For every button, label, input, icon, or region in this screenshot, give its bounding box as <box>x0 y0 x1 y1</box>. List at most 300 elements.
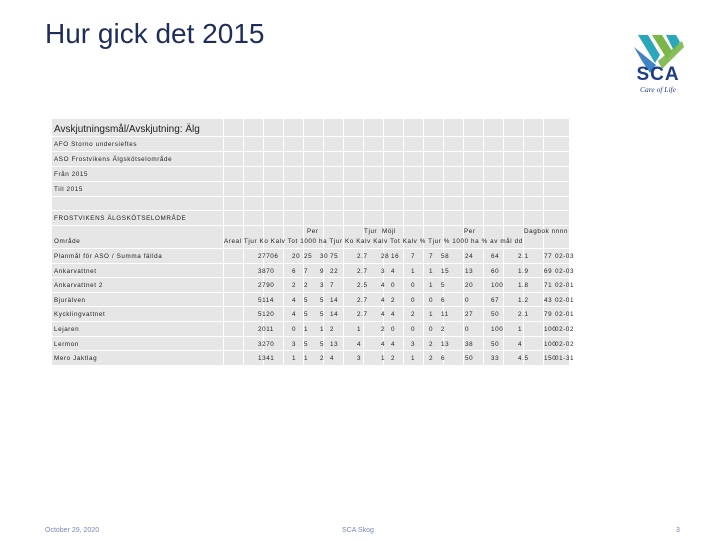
sheet-cell[interactable] <box>424 167 444 181</box>
sheet-cell[interactable] <box>504 211 524 225</box>
row-area-name: Planmål för ASO / Summa fällda <box>54 253 163 260</box>
row-value: 2 <box>441 325 446 333</box>
sheet-blank-row <box>52 197 570 211</box>
sheet-cell[interactable] <box>544 167 570 181</box>
row-value: 4 <box>357 340 362 348</box>
row-value: 14 <box>330 296 339 304</box>
row-value: 2 <box>391 355 396 363</box>
row-value: 1 <box>320 325 325 333</box>
sheet-cell[interactable] <box>444 137 464 151</box>
row-value: 5 <box>304 311 309 319</box>
row-value: 0 <box>465 296 470 304</box>
sheet-cell[interactable] <box>524 137 544 151</box>
row-value: 6 <box>441 355 446 363</box>
row-value: 5114 <box>258 296 274 304</box>
row-value: 2.1 <box>518 253 529 260</box>
sheet-cell[interactable] <box>544 182 570 196</box>
row-value: 3870 <box>258 267 275 275</box>
row-value: 4 <box>391 267 396 275</box>
sheet-cell[interactable] <box>544 152 570 166</box>
sheet-cell[interactable] <box>524 337 544 351</box>
row-value: 1 <box>518 325 523 333</box>
sheet-header-row <box>52 226 570 249</box>
sheet-cell[interactable] <box>224 137 244 151</box>
row-value: 1.9 <box>518 267 529 275</box>
row-value: 2 <box>391 296 396 304</box>
sheet-cell[interactable] <box>524 182 544 196</box>
meta-label: ASO Frostvikens Älgskötselområde <box>54 156 173 163</box>
sheet-cell[interactable] <box>304 119 324 136</box>
row-value: 1 <box>357 325 362 333</box>
row-value: 1 <box>411 355 416 363</box>
sheet-cell[interactable] <box>484 167 504 181</box>
sheet-cell[interactable] <box>464 152 484 166</box>
row-value: 3 <box>411 340 416 348</box>
sheet-cell[interactable] <box>484 182 504 196</box>
row-value: 20 <box>465 282 474 290</box>
sheet-cell[interactable] <box>344 119 364 136</box>
sheet-cell[interactable] <box>444 167 464 181</box>
sheet-cell[interactable] <box>344 197 364 210</box>
sheet-cell[interactable] <box>224 293 244 307</box>
row-value: 69 <box>544 267 553 275</box>
row-value: 6 <box>441 296 446 304</box>
row-value: 4 <box>292 296 297 304</box>
sheet-cell[interactable] <box>504 137 524 151</box>
row-value: 0 <box>391 325 396 333</box>
sheet-cell[interactable] <box>284 182 304 196</box>
footer-center: SCA Skog <box>342 527 374 534</box>
sheet-cell[interactable] <box>324 197 344 210</box>
row-value: 33 <box>491 355 500 363</box>
sheet-cell[interactable] <box>224 322 244 336</box>
row-value: 27706 <box>258 253 279 260</box>
row-value: 1 <box>411 267 416 275</box>
sheet-cell[interactable] <box>224 152 244 166</box>
sheet-cell[interactable] <box>224 182 244 196</box>
sheet-cell[interactable] <box>504 119 524 136</box>
header-dagbok: Dagbok nnnn <box>524 228 569 235</box>
row-value: 2 <box>304 282 309 290</box>
table-row <box>52 322 575 337</box>
row-value: 4 <box>330 355 335 363</box>
row-value: 79 <box>544 311 553 319</box>
row-value: 02-02 <box>555 340 575 348</box>
row-area-name: Ankarvattnet 2 <box>54 282 104 290</box>
sheet-cell[interactable] <box>344 137 364 151</box>
sheet-cell[interactable] <box>284 197 304 210</box>
row-value: 7 <box>304 267 309 275</box>
sheet-cell[interactable] <box>544 197 570 210</box>
sheet-cell[interactable] <box>52 197 224 210</box>
row-value: 50 <box>465 355 474 363</box>
row-value: 7 <box>429 253 434 260</box>
row-value: 2 <box>330 325 335 333</box>
row-value: 11 <box>441 311 449 319</box>
row-value: 5 <box>320 296 325 304</box>
sheet-cell[interactable] <box>304 137 324 151</box>
row-value: 0 <box>429 325 434 333</box>
row-value: 14 <box>330 311 339 319</box>
sheet-cell[interactable] <box>324 167 344 181</box>
sheet-cell[interactable] <box>264 197 284 210</box>
row-value: 58 <box>441 253 450 260</box>
sheet-cell[interactable] <box>284 167 304 181</box>
sheet-cell[interactable] <box>464 211 484 225</box>
sheet-cell[interactable] <box>544 137 570 151</box>
sheet-cell[interactable] <box>224 337 244 351</box>
table-row <box>52 264 575 279</box>
row-value: 2.7 <box>357 311 368 319</box>
row-value: 4.5 <box>518 355 529 363</box>
sheet-cell[interactable] <box>464 197 484 210</box>
header-omrade: Område <box>54 238 81 245</box>
sheet-cell[interactable] <box>424 137 444 151</box>
sheet-cell[interactable] <box>224 197 244 210</box>
sheet-cell[interactable] <box>384 152 404 166</box>
meta-label: AFO Storno undersieftes <box>54 141 138 148</box>
sheet-cell[interactable] <box>404 119 424 136</box>
header-per: Per <box>307 228 319 235</box>
row-value: 1 <box>381 355 386 363</box>
row-value: 2.7 <box>357 267 368 275</box>
row-value: 01-31 <box>555 355 575 363</box>
sheet-cell[interactable] <box>464 119 484 136</box>
row-value: 4 <box>518 340 523 348</box>
sheet-cell[interactable] <box>244 167 264 181</box>
sheet-cell[interactable] <box>264 119 284 136</box>
sheet-cell[interactable] <box>444 197 464 210</box>
row-value: 0 <box>411 282 416 290</box>
sheet-cell[interactable] <box>324 119 344 136</box>
row-area-name: Bjurälven <box>54 296 86 304</box>
sheet-cell[interactable] <box>244 197 264 210</box>
sheet-cell[interactable] <box>284 119 304 136</box>
sheet-cell[interactable] <box>244 182 264 196</box>
sheet-cell[interactable] <box>404 152 424 166</box>
row-value: 7 <box>411 253 416 260</box>
sheet-cell[interactable] <box>464 137 484 151</box>
sheet-cell[interactable] <box>384 182 404 196</box>
row-value: 2.5 <box>357 282 368 290</box>
sheet-cell[interactable] <box>324 137 344 151</box>
sheet-cell[interactable] <box>444 351 464 365</box>
row-value: 7 <box>330 282 335 290</box>
row-value: 6 <box>292 267 297 275</box>
sheet-cell[interactable] <box>444 278 464 292</box>
row-value: 50 <box>491 311 500 319</box>
sheet-cell[interactable] <box>304 167 324 181</box>
meta-label: Till 2015 <box>54 186 83 193</box>
row-value: 4 <box>381 340 386 348</box>
page-number: 3 <box>676 527 680 534</box>
sheet-cell[interactable] <box>284 152 304 166</box>
row-area-name: Ankarvattnet <box>54 267 97 275</box>
sheet-heading-row <box>52 119 570 137</box>
row-value: 5 <box>320 311 325 319</box>
row-value: 24 <box>465 253 474 260</box>
row-value: 100 <box>544 340 557 348</box>
row-value: 1 <box>429 282 434 290</box>
table-row <box>52 351 575 366</box>
sheet-cell[interactable] <box>504 182 524 196</box>
area-title: FROSTVIKENS ÄLGSKÖTSELOMRÅDE <box>54 215 187 222</box>
sheet-cell[interactable] <box>244 152 264 166</box>
row-value: 2 <box>429 355 434 363</box>
sheet-cell[interactable] <box>384 197 404 210</box>
row-value: 2 <box>411 311 416 319</box>
sheet-cell[interactable] <box>344 182 364 196</box>
sheet-cell[interactable] <box>244 211 264 225</box>
row-value: 4 <box>381 282 386 290</box>
sheet-cell[interactable] <box>524 211 544 225</box>
row-value: 13 <box>465 267 474 275</box>
row-value: 0 <box>411 296 416 304</box>
row-value: 4 <box>391 340 396 348</box>
sheet-cell[interactable] <box>304 152 324 166</box>
row-value: 71 <box>544 282 553 290</box>
row-value: 1.2 <box>518 296 529 304</box>
sheet-cell[interactable] <box>404 167 424 181</box>
row-value: 4 <box>391 311 396 319</box>
row-value: 2011 <box>258 325 274 333</box>
sheet-cell[interactable] <box>424 197 444 210</box>
sheet-cell[interactable] <box>464 167 484 181</box>
sheet-cell[interactable] <box>364 167 384 181</box>
logo-text: SCA <box>636 64 680 85</box>
sheet-cell[interactable] <box>384 119 404 136</box>
sheet-cell[interactable] <box>384 211 404 225</box>
row-value: 5 <box>304 340 309 348</box>
sheet-cell[interactable] <box>224 264 244 278</box>
sheet-cell[interactable] <box>304 197 324 210</box>
row-value: 100 <box>544 325 557 333</box>
row-value: 20 <box>292 253 301 260</box>
sheet-cell[interactable] <box>404 182 424 196</box>
sheet-cell[interactable] <box>524 167 544 181</box>
sheet-cell[interactable] <box>264 152 284 166</box>
sheet-cell[interactable] <box>344 211 364 225</box>
sheet-cell[interactable] <box>364 211 384 225</box>
row-value: 0 <box>391 282 396 290</box>
sheet-cell[interactable] <box>484 152 504 166</box>
sheet-cell[interactable] <box>544 211 570 225</box>
row-value: 0 <box>465 325 470 333</box>
sheet-cell[interactable] <box>444 211 464 225</box>
table-row <box>52 337 575 352</box>
sheet-cell[interactable] <box>324 152 344 166</box>
sheet-cell[interactable] <box>524 322 544 336</box>
sheet-cell[interactable] <box>504 167 524 181</box>
sheet-cell[interactable] <box>224 307 244 321</box>
sheet-cell[interactable] <box>404 197 424 210</box>
sheet-cell[interactable] <box>364 182 384 196</box>
sheet-cell[interactable] <box>444 119 464 136</box>
header-per: Per <box>464 228 476 235</box>
sheet-cell[interactable] <box>224 351 244 365</box>
sheet-cell[interactable] <box>364 137 384 151</box>
sheet-heading: Avskjutningsmål/Avskjutning: Älg <box>54 124 200 135</box>
sheet-cell[interactable] <box>524 152 544 166</box>
row-value: 02-01 <box>555 282 575 290</box>
row-value: 2 <box>292 282 297 290</box>
row-value: 4 <box>381 296 386 304</box>
sheet-cell[interactable] <box>424 152 444 166</box>
row-value: 1 <box>304 355 309 363</box>
sheet-cell[interactable] <box>224 167 244 181</box>
row-value: 02-01 <box>555 296 575 304</box>
row-value: 2.7 <box>357 253 368 260</box>
row-value: 2.7 <box>357 296 368 304</box>
sheet-cell[interactable] <box>304 211 324 225</box>
row-value: 13 <box>330 340 339 348</box>
sheet-cell[interactable] <box>484 137 504 151</box>
row-value: 13 <box>441 340 450 348</box>
sheet-cell[interactable] <box>224 278 244 292</box>
sheet-cell[interactable] <box>284 211 304 225</box>
row-value: 0 <box>429 296 434 304</box>
row-value: 3 <box>320 282 325 290</box>
sheet-meta-row <box>52 167 570 182</box>
sheet-cell[interactable] <box>444 322 464 336</box>
sheet-cell[interactable] <box>344 167 364 181</box>
sheet-cell[interactable] <box>404 137 424 151</box>
row-area-name: Lermon <box>54 340 79 348</box>
header-columns: Areal Tjur Ko Kalv Tot 1000 ha Tjur Ko Kalv Kalv Tot Kalv % Tjur % 1000 ha % av mål dd <box>224 238 523 245</box>
row-value: 1 <box>429 267 434 275</box>
row-value: 150 <box>544 355 557 363</box>
sheet-cell[interactable] <box>324 211 344 225</box>
sheet-cell[interactable] <box>484 119 504 136</box>
header-mojl: Möjl <box>382 228 396 235</box>
row-value: 1.8 <box>518 282 529 290</box>
row-value: 28 <box>381 253 390 260</box>
header-tjur: Tjur <box>364 228 378 235</box>
logo-tagline: Care of Life <box>640 85 676 94</box>
sheet-cell[interactable] <box>264 182 284 196</box>
sheet-cell[interactable] <box>444 182 464 196</box>
sheet-meta-row <box>52 152 570 167</box>
sheet-area-row <box>52 211 570 226</box>
row-value: 25 <box>304 253 313 260</box>
row-value: 100 <box>491 282 504 290</box>
sheet-cell[interactable] <box>244 137 264 151</box>
sheet-cell[interactable] <box>404 211 424 225</box>
sheet-cell[interactable] <box>304 182 324 196</box>
sheet-cell[interactable] <box>464 182 484 196</box>
row-value: 1 <box>429 311 434 319</box>
row-value: 2790 <box>258 282 275 290</box>
sheet-cell[interactable] <box>244 119 264 136</box>
row-value: 77 <box>544 253 553 260</box>
row-value: 5120 <box>258 311 275 319</box>
sheet-cell[interactable] <box>504 197 524 210</box>
row-value: 0 <box>292 325 297 333</box>
row-value: 02-02 <box>555 325 575 333</box>
sheet-cell[interactable] <box>264 167 284 181</box>
row-value: 5 <box>304 296 309 304</box>
row-value: 22 <box>330 267 339 275</box>
row-value: 1 <box>304 325 309 333</box>
sheet-cell[interactable] <box>424 211 444 225</box>
row-value: 5 <box>320 340 325 348</box>
row-value: 27 <box>465 311 474 319</box>
table-row <box>52 307 575 322</box>
sheet-cell[interactable] <box>384 167 404 181</box>
row-value: 02-03 <box>555 267 575 275</box>
sheet-cell[interactable] <box>224 119 244 136</box>
sheet-cell[interactable] <box>224 211 244 225</box>
sheet-cell[interactable] <box>484 211 504 225</box>
table-row <box>52 249 575 264</box>
row-value: 3 <box>292 340 297 348</box>
row-value: 3 <box>381 267 386 275</box>
row-value: 4 <box>381 311 386 319</box>
row-value: 4 <box>292 311 297 319</box>
row-value: 64 <box>491 253 500 260</box>
row-area-name: Lejaren <box>54 325 80 333</box>
sheet-cell[interactable] <box>384 137 404 151</box>
meta-label: Från 2015 <box>54 171 89 178</box>
sheet-cell[interactable] <box>364 119 384 136</box>
row-value: 2 <box>381 325 386 333</box>
row-value: 3 <box>357 355 362 363</box>
sheet-meta-row <box>52 137 570 152</box>
row-value: 43 <box>544 296 553 304</box>
row-value: 100 <box>491 325 504 333</box>
sheet-cell[interactable] <box>364 197 384 210</box>
row-value: 2.1 <box>518 311 529 319</box>
sheet-cell[interactable] <box>224 249 244 263</box>
sheet-cell[interactable] <box>524 119 544 136</box>
sheet-cell[interactable] <box>544 119 570 136</box>
sheet-cell[interactable] <box>424 119 444 136</box>
data-sheet <box>52 119 575 366</box>
sheet-cell[interactable] <box>324 182 344 196</box>
sheet-cell[interactable] <box>364 152 384 166</box>
sheet-cell[interactable] <box>524 197 544 210</box>
row-value: 30 <box>320 253 329 260</box>
sheet-cell[interactable] <box>264 211 284 225</box>
row-value: 9 <box>320 267 325 275</box>
sheet-cell[interactable] <box>344 152 364 166</box>
row-value: 67 <box>491 296 500 304</box>
sheet-cell[interactable] <box>444 293 464 307</box>
table-row <box>52 278 575 293</box>
row-value: 75 <box>330 253 339 260</box>
slide-title: Hur gick det 2015 <box>45 18 265 49</box>
row-value: 1341 <box>258 355 275 363</box>
row-area-name: Mero Jaktlag <box>54 355 98 363</box>
row-value: 50 <box>491 340 500 348</box>
footer-date: October 29, 2020 <box>45 527 100 534</box>
row-value: 38 <box>465 340 474 348</box>
sheet-cell[interactable] <box>424 182 444 196</box>
sheet-cell[interactable] <box>264 137 284 151</box>
row-value: 3270 <box>258 340 275 348</box>
row-value: 2 <box>320 355 325 363</box>
row-value: 60 <box>491 267 500 275</box>
row-value: 15 <box>441 267 450 275</box>
sheet-cell[interactable] <box>284 137 304 151</box>
row-value: 02-03 <box>555 253 575 260</box>
row-value: 16 <box>391 253 400 260</box>
sheet-cell[interactable] <box>444 152 464 166</box>
table-row <box>52 293 575 308</box>
sheet-cell[interactable] <box>504 152 524 166</box>
sheet-cell[interactable] <box>484 197 504 210</box>
row-area-name: Kycklingvattnet <box>54 311 106 319</box>
